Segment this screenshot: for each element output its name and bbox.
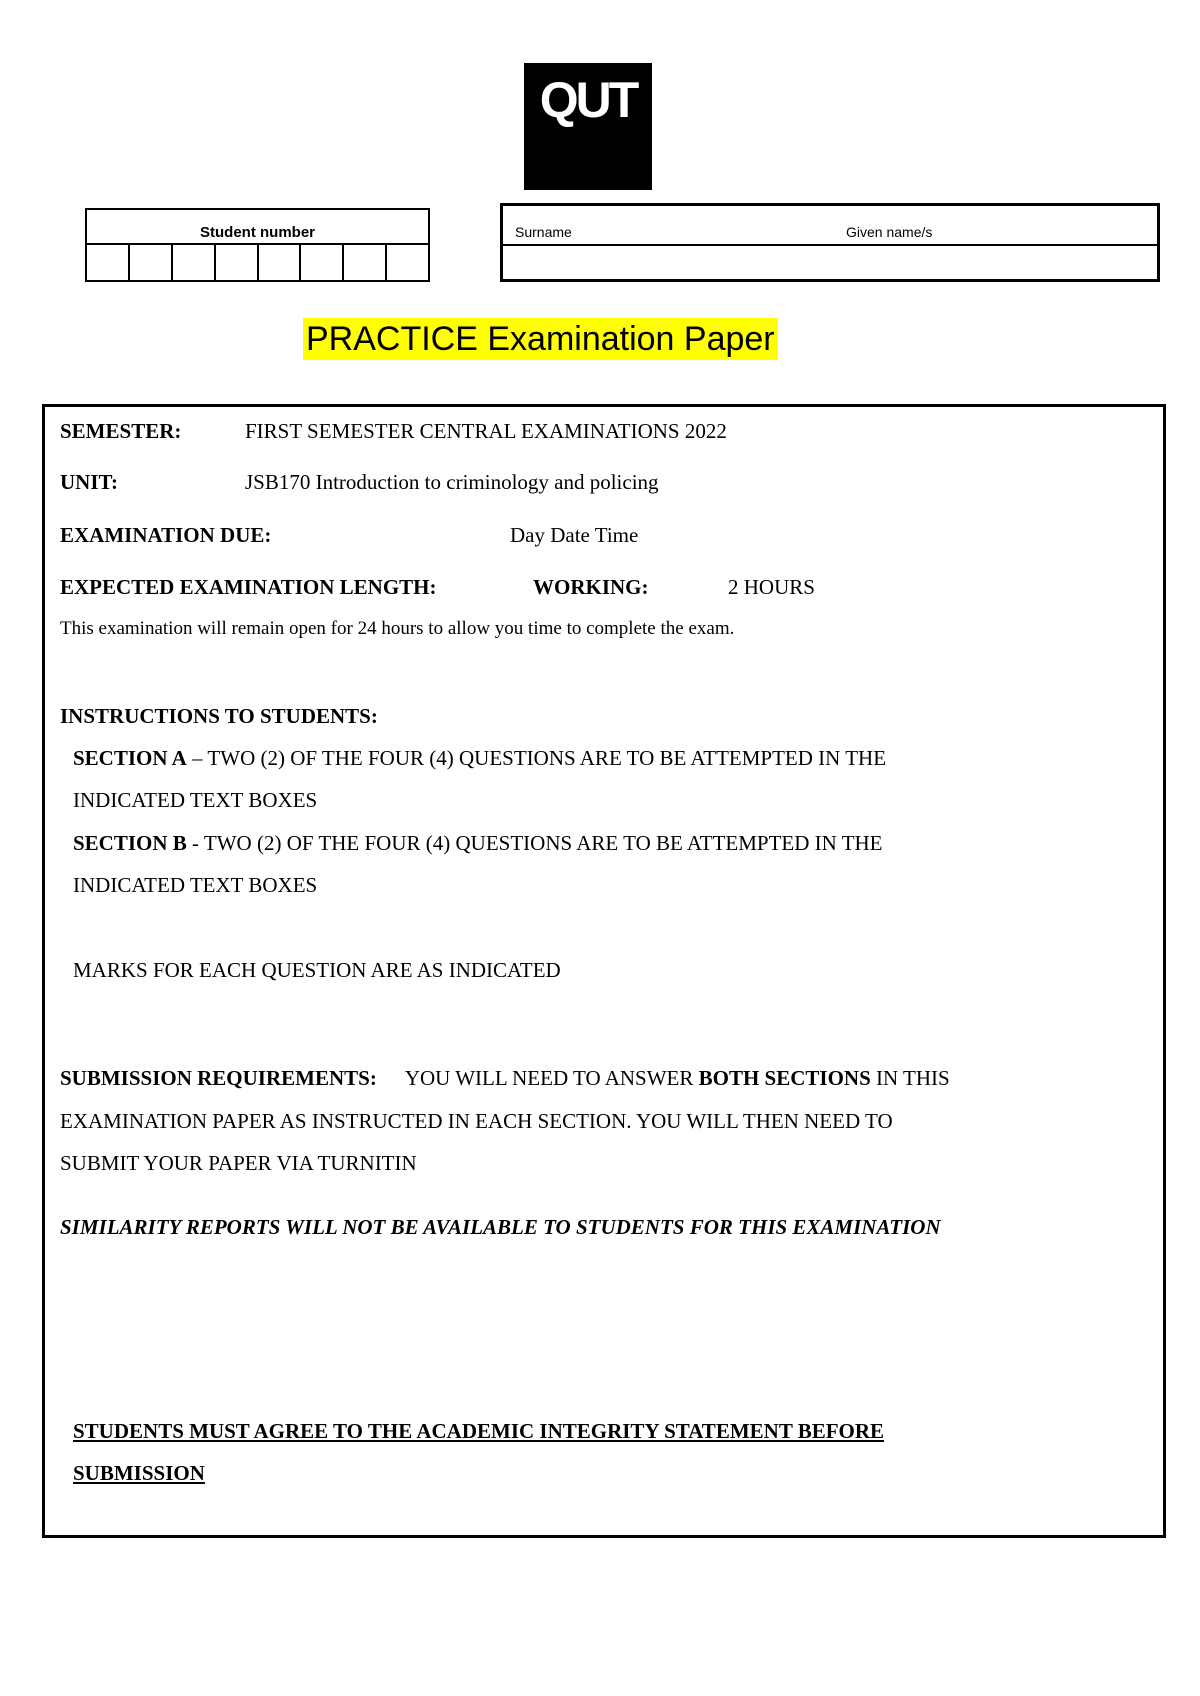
submission-line-2: EXAMINATION PAPER AS INSTRUCTED IN EACH SECTION. YOU WILL THEN NEED TO — [60, 1109, 893, 1133]
semester-label: SEMESTER: — [60, 419, 182, 443]
name-header — [503, 206, 1157, 246]
practice-title: PRACTICE Examination Paper — [303, 318, 778, 360]
name-entry-field[interactable] — [503, 246, 1157, 282]
submission-text-c: IN THIS — [870, 1066, 950, 1090]
exam-details-box — [42, 404, 1166, 1538]
similarity-note: SIMILARITY REPORTS WILL NOT BE AVAILABLE TO STUDENTS FOR THIS EXAMINATION — [60, 1215, 941, 1239]
section-b-line-2: INDICATED TEXT BOXES — [73, 873, 318, 897]
integrity-line-1: STUDENTS MUST AGREE TO THE ACADEMIC INTEGRITY STATEMENT BEFORE — [73, 1419, 885, 1443]
submission-line-1 — [60, 1066, 950, 1091]
section-a-label: SECTION A — [73, 746, 187, 770]
student-number-cells — [87, 245, 428, 282]
unit-value: JSB170 Introduction to criminology and policing — [245, 470, 659, 494]
marks-note: MARKS FOR EACH QUESTION ARE AS INDICATED — [73, 958, 561, 982]
logo-text: QUT — [539, 72, 637, 128]
student-number-box — [85, 208, 430, 282]
student-number-cell[interactable] — [87, 245, 130, 282]
student-number-cell[interactable] — [301, 245, 344, 282]
surname-label: Surname — [515, 224, 572, 240]
section-b-label: SECTION B — [73, 831, 187, 855]
submission-text-b: BOTH SECTIONS — [698, 1066, 871, 1090]
instructions-heading: INSTRUCTIONS TO STUDENTS: — [60, 704, 378, 728]
unit-label: UNIT: — [60, 470, 118, 494]
integrity-line-2: SUBMISSION — [73, 1461, 205, 1485]
exam-length-label: EXPECTED EXAMINATION LENGTH: — [60, 575, 437, 599]
semester-value: FIRST SEMESTER CENTRAL EXAMINATIONS 2022 — [245, 419, 727, 443]
given-name-label: Given name/s — [846, 224, 933, 240]
working-value: 2 HOURS — [728, 575, 815, 599]
exam-due-label: EXAMINATION DUE: — [60, 523, 272, 547]
exam-due-value: Day Date Time — [510, 523, 639, 547]
student-number-cell[interactable] — [130, 245, 173, 282]
open-note: This examination will remain open for 24 hours to allow you time to complete the exam. — [60, 618, 735, 639]
section-b-text: - TWO (2) OF THE FOUR (4) QUESTIONS ARE TO BE ATTEMPTED IN THE — [186, 831, 883, 855]
qut-logo — [524, 63, 652, 190]
working-label: WORKING: — [533, 575, 649, 599]
student-number-cell[interactable] — [216, 245, 259, 282]
student-number-cell[interactable] — [387, 245, 428, 282]
student-number-cell[interactable] — [259, 245, 302, 282]
section-a-text: – TWO (2) OF THE FOUR (4) QUESTIONS ARE TO BE ATTEMPTED IN THE — [186, 746, 887, 770]
student-number-label: Student number — [87, 210, 428, 245]
submission-text-a: YOU WILL NEED TO ANSWER — [404, 1066, 699, 1090]
submission-line-3: SUBMIT YOUR PAPER VIA TURNITIN — [60, 1151, 417, 1175]
submission-label: SUBMISSION REQUIREMENTS: — [60, 1066, 377, 1090]
section-a-line-2: INDICATED TEXT BOXES — [73, 788, 318, 812]
section-a-line-1 — [73, 746, 886, 771]
section-b-line-1 — [73, 831, 883, 856]
name-box — [500, 203, 1160, 282]
student-number-cell[interactable] — [173, 245, 216, 282]
student-number-cell[interactable] — [344, 245, 387, 282]
